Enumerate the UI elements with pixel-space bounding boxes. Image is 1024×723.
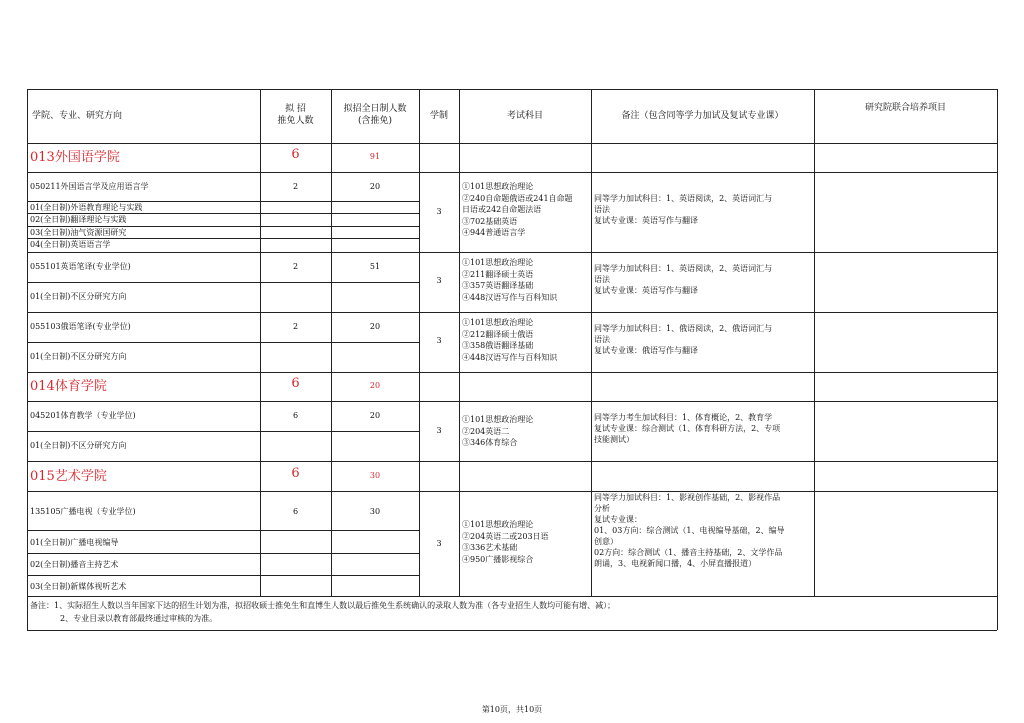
- major-years: 3: [436, 207, 442, 216]
- major-notes: [594, 323, 812, 356]
- header-exempt-line1: 拟 招: [285, 104, 306, 114]
- exam-line: ②211翻译硕士英语: [462, 269, 534, 279]
- exam-line: ④448汉语写作与百科知识: [462, 292, 558, 302]
- header-exempt-line2: 推免人数: [277, 116, 314, 126]
- major-exempt: 2: [292, 182, 299, 191]
- exam-line: 日语或242自命题法语: [462, 205, 542, 214]
- note-line: 同等学力考生加试科目：1、体育概论，2、教育学: [594, 413, 773, 422]
- note-line: 复试专业课：综合测试（1、体育科研方法，2、专项: [594, 424, 781, 433]
- college-name: 015艺术学院: [30, 469, 107, 484]
- exam-line: ①101思想政治理论: [462, 415, 534, 424]
- college-total: 20: [369, 381, 381, 390]
- exam-line: ③357英语翻译基础: [462, 281, 534, 290]
- major-years: 3: [436, 276, 442, 285]
- note-line: 语法: [594, 275, 610, 284]
- note-line: 复试专业课：俄语写作与翻译: [594, 346, 698, 355]
- major-notes: [594, 263, 812, 296]
- note-line: 复试专业课：英语写作与翻译: [594, 286, 698, 295]
- note-line: 同等学力加试科目：1、俄语阅读，2、俄语词汇与: [594, 324, 773, 333]
- major-years: 3: [436, 426, 442, 435]
- major-exempt: 2: [292, 262, 299, 271]
- note-line: 语法: [594, 205, 610, 214]
- exam-line: ①101思想政治理论: [462, 318, 534, 327]
- note-line: 同等学力加试科目：1、英语阅读，2、英语词汇与: [594, 264, 773, 273]
- header-total-line1: 拟招全日制人数: [343, 104, 407, 114]
- header-notes: 备注（包含同等学力加试及复试专业课）: [621, 111, 784, 121]
- major-notes: [594, 412, 812, 445]
- major-years: 3: [436, 336, 442, 345]
- note-line: 复试专业课：: [594, 515, 642, 524]
- exam-subjects: [462, 181, 573, 239]
- direction-item: 01(全日制)不区分研究方向: [30, 292, 127, 301]
- direction-item: 01(全日制)广播电视编导: [30, 538, 119, 547]
- note-line: 朗诵，3、电视新闻口播，4、小屏直播报道）: [594, 559, 757, 568]
- exam-line: ④944普通语言学: [462, 228, 526, 237]
- note-line: 同等学力加试科目：1、影视创作基础，2、影视作品: [594, 493, 781, 502]
- note-line: 同等学力加试科目：1、英语阅读，2、英语词汇与: [594, 194, 773, 203]
- note-line: 02方向：综合测试（1、播音主持基础，2、文学作品: [594, 548, 783, 557]
- major-notes: [594, 492, 812, 569]
- exam-line: ①101思想政治理论: [462, 182, 534, 191]
- major-total: 20: [369, 322, 381, 331]
- exam-line: ①101思想政治理论: [462, 520, 534, 529]
- college-name: 014体育学院: [30, 379, 107, 394]
- major-exempt: 6: [292, 507, 299, 516]
- college-total: 91: [369, 152, 381, 161]
- direction-item: 04(全日制)英语语言学: [30, 240, 111, 249]
- direction-item: 01(全日制)外语教育理论与实践: [30, 203, 143, 212]
- major-total: 20: [369, 182, 381, 191]
- header-years: 学制: [429, 111, 448, 121]
- header-college: 学院、专业、研究方向: [32, 111, 123, 121]
- major-name: 135105广播电视（专业学位): [30, 507, 136, 516]
- exam-line: ②240自命题俄语或241自命题: [462, 193, 573, 203]
- exam-line: ②204英语二或203日语: [462, 531, 549, 541]
- direction-item: 01(全日制)不区分研究方向: [30, 441, 127, 450]
- exam-line: ③336艺术基础: [462, 543, 518, 552]
- exam-subjects: [462, 414, 533, 449]
- header-exempt: [260, 103, 331, 127]
- exam-line: ③702基础英语: [462, 216, 518, 226]
- direction-item: 02(全日制)翻译理论与实践: [30, 215, 127, 224]
- direction-item: 01(全日制)不区分研究方向: [30, 352, 127, 361]
- major-years: 3: [436, 539, 442, 548]
- exam-line: ③346体育综合: [462, 438, 518, 447]
- note-line: 01、03方向：综合测试（1、电视编导基础，2、编导: [594, 526, 785, 535]
- note-line: 分析: [594, 504, 610, 513]
- note-line: 语法: [594, 335, 610, 344]
- exam-line: ④950广播影视综合: [462, 554, 534, 564]
- header-total-line2: (含推免): [357, 116, 393, 126]
- direction-item: 03(全日制)油气资源国研究: [30, 228, 127, 237]
- major-total: 51: [369, 262, 381, 271]
- major-total: 20: [369, 411, 381, 420]
- exam-line: ④448汉语写作与百科知识: [462, 352, 558, 362]
- college-exempt: 6: [291, 466, 300, 481]
- remarks-line-2: 2、专业目录以教育部最终通过审核的为准。: [60, 614, 218, 623]
- college-total: 30: [369, 471, 381, 480]
- exam-subjects: [462, 317, 557, 363]
- note-line: 创意）: [594, 537, 618, 546]
- remarks-line-1: 备注：1、实际招生人数以当年国家下达的招生计划为准，拟招收硕士推免生和直博生人数以最后推免生系统确认的录取人数为准（各专业招生人数均可能有增、减）；: [30, 601, 616, 610]
- major-total: 30: [369, 507, 381, 516]
- exam-subjects: [462, 257, 557, 303]
- exam-line: ②204英语二: [462, 426, 510, 436]
- major-name: 055103俄语笔译(专业学位): [30, 322, 131, 331]
- exam-line: ①101思想政治理论: [462, 258, 534, 267]
- header-joint: 研究院联合培养项目: [864, 103, 946, 113]
- exam-line: ②212翻译硕士俄语: [462, 329, 534, 339]
- direction-item: 03(全日制)新媒体视听艺术: [30, 582, 127, 591]
- note-line: 复试专业课：英语写作与翻译: [594, 216, 698, 225]
- exam-line: ③358俄语翻译基础: [462, 341, 534, 350]
- major-exempt: 6: [292, 411, 299, 420]
- exam-subjects: [462, 519, 549, 565]
- major-name: 045201体育教学（专业学位): [30, 411, 136, 420]
- direction-item: 02(全日制)播音主持艺术: [30, 560, 119, 569]
- college-exempt: 6: [291, 376, 300, 391]
- header-total: [331, 103, 419, 127]
- header-exam: 考试科目: [506, 111, 543, 121]
- college-name: 013外国语学院: [30, 150, 120, 165]
- page-footer: 第10页，共10页: [481, 705, 543, 714]
- major-exempt: 2: [292, 322, 299, 331]
- major-notes: [594, 193, 812, 226]
- note-line: 技能测试）: [594, 435, 634, 444]
- major-name: 050211外国语言学及应用语言学: [30, 182, 149, 191]
- college-exempt: 6: [291, 147, 300, 162]
- major-name: 055101英语笔译(专业学位): [30, 262, 131, 271]
